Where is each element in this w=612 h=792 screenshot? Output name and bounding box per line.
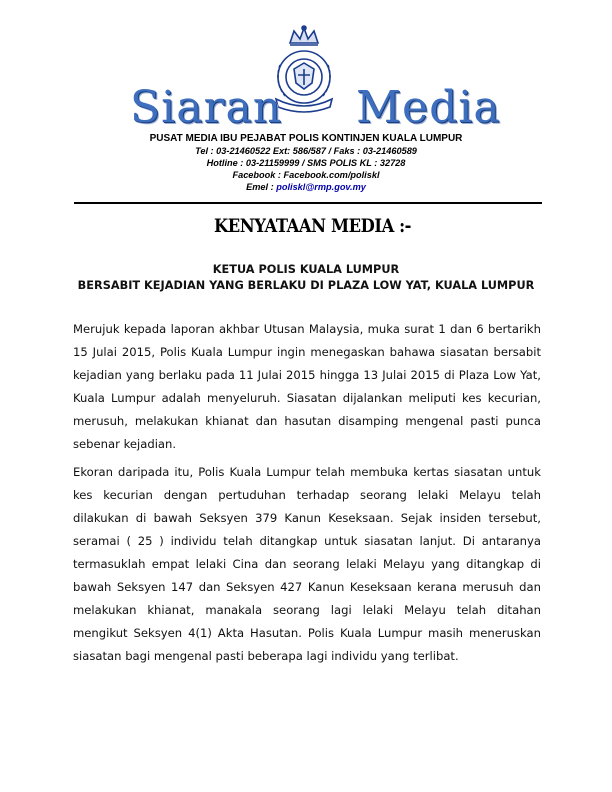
- subject-line-2: BERSABIT KEJADIAN YANG BERLAKU DI PLAZA LOW YAT, KUALA LUMPUR: [77, 279, 535, 292]
- email-line: [0, 181, 612, 193]
- facebook-line: Facebook : Facebook.com/poliskl: [232, 170, 380, 180]
- body-paragraph-2: Ekoran daripada itu, Polis Kuala Lumpur telah membuka kertas siasatan untuk kes kecurian dengan pertuduhan terhadap seorang lelaki Melayu telah dilakukan di bawah Seksyen 379 Kanun Keseksaan. Sejak insiden tersebut, seramai ( 25 ) individu telah ditangkap untuk siasatan lanjut. Di antaranya termasuklah empat lelaki Cina dan seorang lelaki Melayu yang ditangkap di bawah Seksyen 147 dan Seksyen 427 Kanun Keseksaan kerana merusuh dan melakukan khianat, manakala seorang lagi lelaki Melayu telah ditahan mengikut Seksyen 4(1) Akta Hasutan. Polis Kuala Lumpur masih meneruskan siasatan bagi mengenal pasti beberapa lagi individu yang terlibat.: [73, 465, 541, 663]
- contact-block: [0, 133, 612, 193]
- phone-fax-line: Tel : 03-21460522 Ext: 586/587 / Faks : 03-21460589: [195, 146, 417, 156]
- body-paragraph-1: Merujuk kepada laporan akhbar Utusan Malaysia, muka surat 1 dan 6 bertarikh 15 Julai 2015, Polis Kuala Lumpur ingin menegaskan bahawa siasatan bersabit kejadian yang berlaku pada 11 Julai 2015 hingga 13 Julai 2015 di Plaza Low Yat, Kuala Lumpur adalah menyeluruh. Siasatan dijalankan meliputi kes kecurian, merusuh, melakukan khianat dan hasutan disamping mengenal pasti punca sebenar kejadian.: [73, 322, 541, 451]
- subject-line-1: KETUA POLIS KUALA LUMPUR: [212, 263, 400, 276]
- media-centre-name: PUSAT MEDIA IBU PEJABAT POLIS KONTINJEN KUALA LUMPUR: [149, 133, 463, 144]
- email-label: Emel :: [246, 182, 277, 192]
- masthead-media: Media: [356, 82, 501, 133]
- page-title: KENYATAAN MEDIA :-: [214, 215, 412, 237]
- masthead: [0, 82, 612, 132]
- masthead-siaran: Siaran: [130, 82, 283, 133]
- hotline-line: Hotline : 03-21159999 / SMS POLIS KL : 32728: [206, 158, 406, 168]
- subject-block: [0, 262, 612, 294]
- header-divider: [74, 202, 542, 204]
- email-link[interactable]: poliskl@rmp.gov.my: [276, 182, 366, 192]
